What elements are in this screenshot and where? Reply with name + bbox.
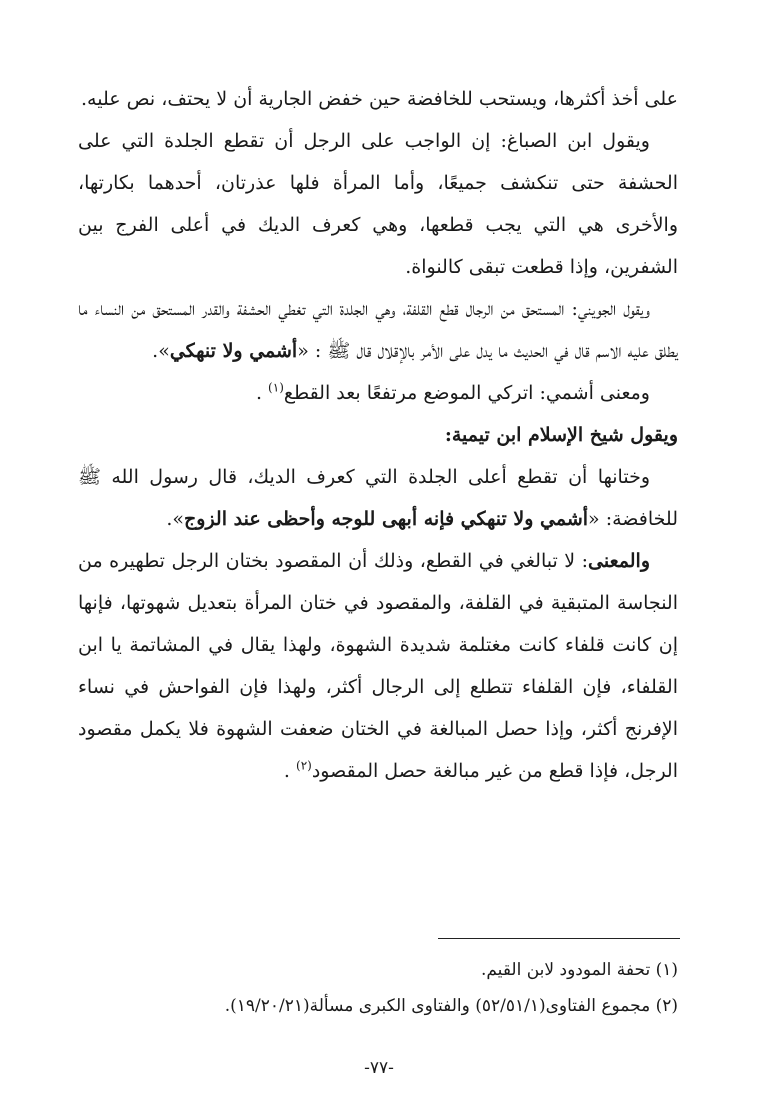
paragraph-2 xyxy=(78,120,678,288)
paragraph-5 xyxy=(78,456,678,540)
paragraph-3-end: ». xyxy=(152,340,170,362)
paragraph-4-end: . xyxy=(255,382,269,404)
paragraph-5-text: وختانها أن تقطع أعلى الجلدة التي كعرف الديك، قال رسول الله ﷺ للخافضة: « xyxy=(78,466,678,530)
hadith-quote-2: أشمي ولا تنهكي فإنه أبهى للوجه وأحظى عند الزوج xyxy=(184,508,589,530)
paragraph-1 xyxy=(78,78,678,120)
paragraph-6 xyxy=(78,540,678,792)
paragraph-3-text: ويقول الجويني: المستحق من الرجال قطع القلفة، وهي الجلدة التي تغطي الحشفة والقدر المستحق من النساء ما يطلق عليه الاسم قال في الحديث ما يدل على الأمر بالإقلال قال ﷺ : « xyxy=(78,298,678,362)
hadith-quote-1: أشمي ولا تنهكي xyxy=(169,340,298,362)
footnote-ref-1[interactable]: (١) xyxy=(268,380,284,395)
page-number: -٧٧- xyxy=(364,1058,394,1078)
footnote-1: (١) تحفة المودود لابن القيم. xyxy=(480,960,678,980)
section-heading-text: ويقول شيخ الإسلام ابن تيمية: xyxy=(444,424,678,446)
paragraph-2-text: ويقول ابن الصباغ: إن الواجب على الرجل أن تقطع الجلدة التي على الحشفة حتى تنكشف جميعًا، وأما المرأة فلها عذرتان، أحدهما بكارتها، والأخرى هي التي يجب قطعها، وهي كعرف الديك في أعلى الفرج بين الشفرين، وإذا قطعت تبقى كالنواة. xyxy=(78,130,678,278)
paragraph-6-text: : لا تبالغي في القطع، وذلك أن المقصود بختان الرجل تطهيره من النجاسة المتبقية في القلفة، والمقصود في ختان المرأة بتعديل شهوتها، فإنها إن كانت قلفاء كانت مغتلمة شديدة الشهوة، ولهذا يقال في المشاتمة يا ابن القلفاء، فإن القلفاء تتطلع إلى الرجال أكثر، ولهذا فإن الفواحش في نساء الإفرنج أكثر، وإذا حصل المبالغة في الختان ضعفت الشهوة فلا يكمل مقصود الرجل، فإذا قطع من غير مبالغة حصل المقصود xyxy=(78,550,678,782)
paragraph-4 xyxy=(78,372,678,414)
main-text xyxy=(78,78,678,792)
paragraph-4-text: ومعنى أشمي: اتركي الموضع مرتفعًا بعد القطع xyxy=(283,382,650,404)
paragraph-6-lead: والمعنى xyxy=(588,550,650,572)
section-heading xyxy=(78,414,678,456)
footnote-2: (٢) مجموع الفتاوى(٥٢/٥١/١) والفتاوى الكبرى مسألة(١٩/٢٠/٢١). xyxy=(224,996,678,1016)
paragraph-1-text: على أخذ أكثرها، ويستحب للخافضة حين خفض الجارية أن لا يحتف، نص عليه. xyxy=(80,88,678,110)
paragraph-3 xyxy=(78,288,678,372)
footnote-divider xyxy=(438,938,680,939)
paragraph-5-end: ». xyxy=(166,508,184,530)
footnotes xyxy=(78,952,678,1024)
footnote-ref-2[interactable]: (٢) xyxy=(296,758,312,773)
paragraph-6-end: . xyxy=(283,760,297,782)
